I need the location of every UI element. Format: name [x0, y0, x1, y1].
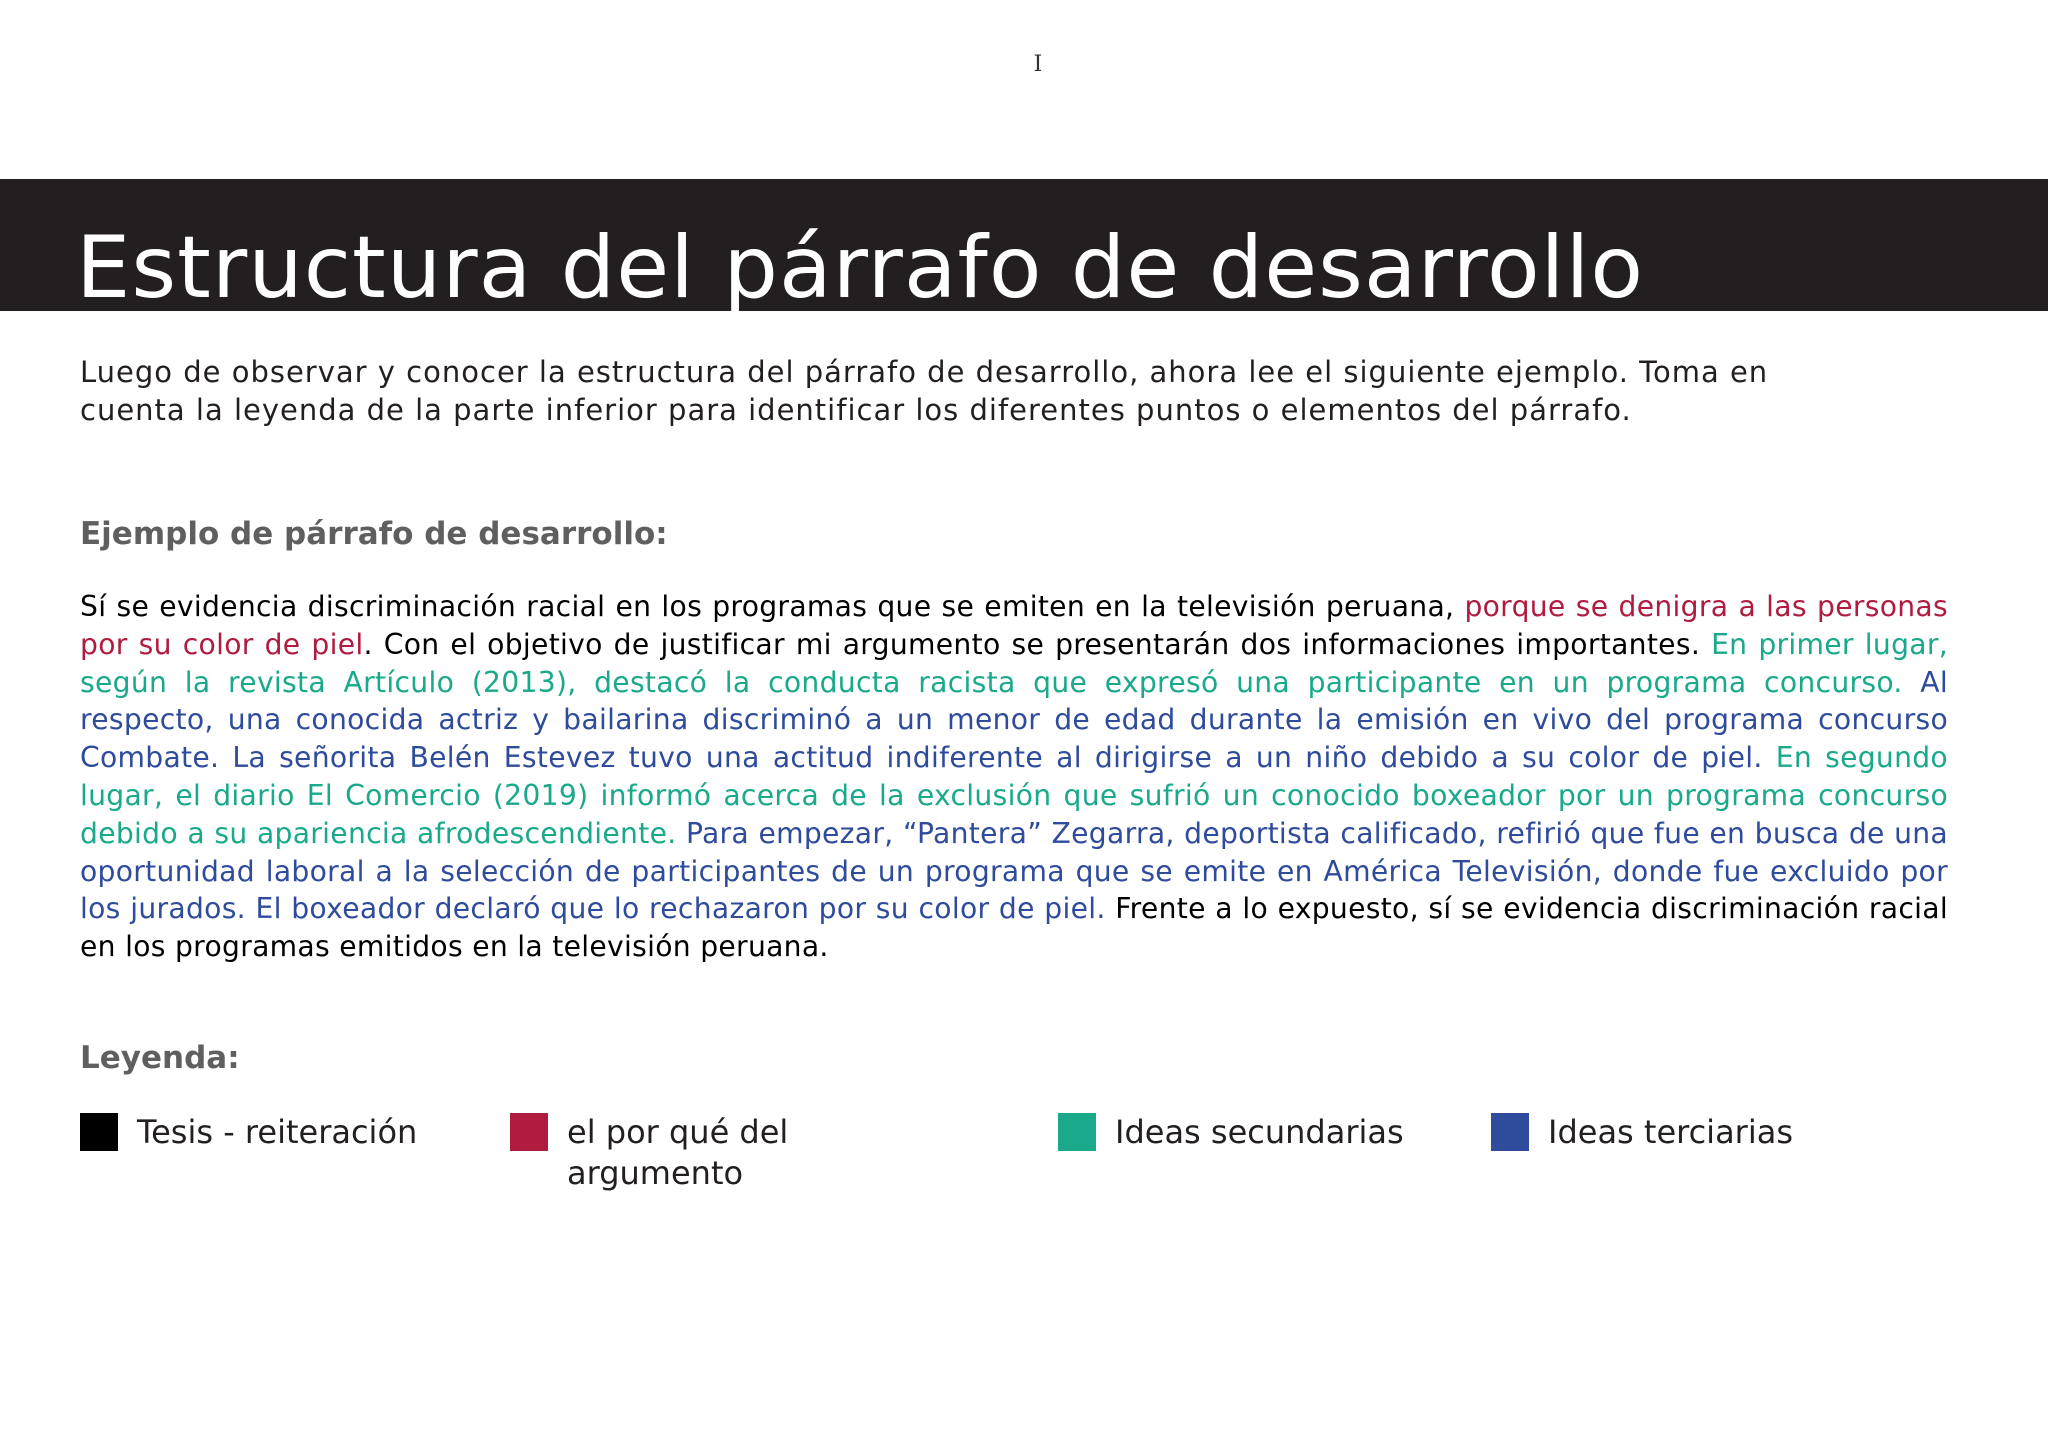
legend-label: Ideas secundarias — [1115, 1113, 1404, 1151]
segment-secondary-idea: En primer lugar, según la revista Artículo (2013), destacó la conducta racista que expresó una participante en un programa concurso. — [80, 627, 1949, 699]
legend-swatch — [1491, 1113, 1529, 1151]
legend-item-tertiary — [1491, 1112, 1793, 1153]
legend-item-why — [510, 1112, 880, 1194]
segment-secondary-idea: En segundo lugar, el diario El Comercio (2019) informó acerca de la exclusión que sufrió un conocido boxeador por un programa concurso debido a su apariencia afrodescendiente. — [80, 741, 1948, 850]
segment-thesis: . Con el objetivo de justificar mi argumento se presentarán dos informaciones importantes. — [363, 627, 1712, 661]
legend-swatch — [510, 1113, 548, 1151]
legend-label: el por qué del argumento — [567, 1113, 789, 1192]
segment-tertiary-idea: Al respecto, una conocida actriz y bailarina discriminó a un menor de edad durante la emisión en vivo del programa concurso Combate. La señorita Belén Estevez tuvo una actitud indiferente al dirigirse a un niño debido a su color de piel. — [80, 665, 1948, 775]
legend-item-thesis — [80, 1112, 417, 1153]
legend-heading: Leyenda: — [80, 1040, 240, 1076]
legend-label: Ideas terciarias — [1548, 1113, 1793, 1151]
example-heading: Ejemplo de párrafo de desarrollo: — [80, 516, 668, 552]
intro-paragraph — [80, 353, 1960, 429]
legend-swatch — [80, 1113, 118, 1151]
legend-swatch — [1058, 1113, 1096, 1151]
segment-why: porque se denigra a las personas por su color de piel — [80, 590, 1948, 661]
example-paragraph — [80, 588, 1948, 966]
intro-line: Luego de observar y conocer la estructura del párrafo de desarrollo, ahora lee el siguiente ejemplo. Toma en — [80, 355, 1769, 389]
segment-thesis: Frente a lo expuesto, sí se evidencia discriminación racial en los programas emitidos en la televisión peruana. — [80, 892, 1949, 964]
segment-thesis: Sí se evidencia discriminación racial en los programas que se emiten en la televisión peruana, — [80, 590, 1465, 623]
page-number: I — [1033, 52, 1043, 77]
legend-item-secondary — [1058, 1112, 1404, 1153]
legend-label: Tesis - reiteración — [137, 1113, 418, 1151]
page-title: Estructura del párrafo de desarrollo — [76, 218, 1644, 318]
intro-line: cuenta la leyenda de la parte inferior para identificar los diferentes puntos o elementos del párrafo. — [80, 393, 1632, 427]
segment-tertiary-idea: Para empezar, “Pantera” Zegarra, deportista calificado, refirió que fue en busca de una oportunidad laboral a la selección de participantes de un programa que se emite en América Televisión, donde fue excluido por los jurados. El boxeador declaró que lo rechazaron por su color de piel. — [80, 816, 1948, 926]
